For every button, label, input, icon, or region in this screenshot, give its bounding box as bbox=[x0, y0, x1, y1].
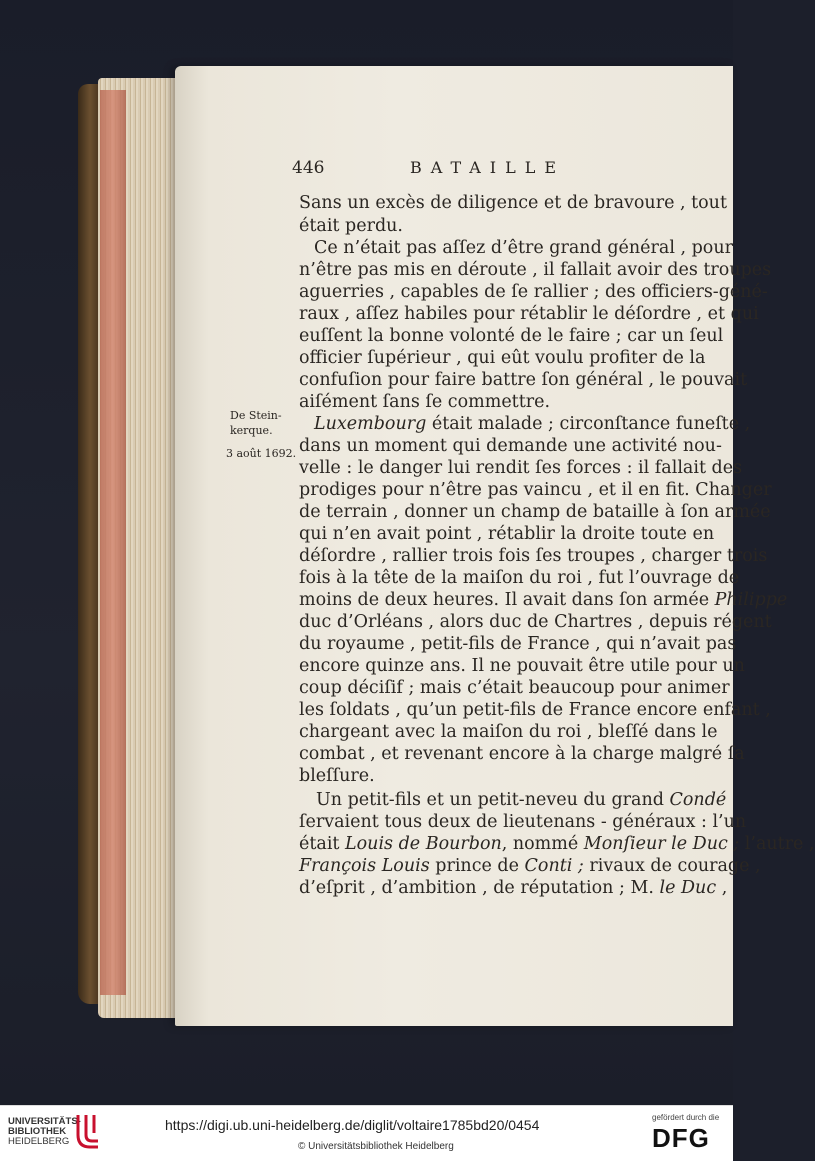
text-line: velle : le danger lui rendit ſes forces : il fallait des bbox=[299, 458, 743, 478]
text-line: d’eſprit , d’ambition , de réputation ; M. le Duc bbox=[299, 878, 717, 898]
dfg-logo[interactable]: DFG bbox=[652, 1123, 710, 1153]
text-line: les ſoldats , qu’un petit-fils de France encore enfant , bbox=[299, 700, 771, 720]
text-line: était Louis de Bourbon, nommé Monſieur le Duc ; l’autre , bbox=[299, 834, 815, 854]
text-line: était perdu. bbox=[299, 216, 403, 236]
text-line: du royaume , petit-fils de France , qui n’avait pas bbox=[299, 634, 737, 654]
person-name: Louis de Bourbon bbox=[345, 834, 502, 854]
text-line: qui n’en avait point , rétablir la droite toute en bbox=[299, 524, 715, 544]
text-line: ſervaient tous deux de lieutenans - généraux : l’un bbox=[299, 812, 747, 832]
text-line: duc d’Orléans , alors duc de Chartres , depuis régent bbox=[299, 612, 772, 632]
text-line: confuſion pour faire battre ſon général , le pouvait bbox=[299, 370, 748, 390]
person-name: François Louis bbox=[299, 856, 430, 876]
dfg-caption: gefördert durch die bbox=[652, 1113, 720, 1122]
text-line: de terrain , donner un champ de bataille à ſon armée bbox=[299, 502, 771, 522]
person-name: Monſieur le Duc ; bbox=[583, 834, 740, 854]
text-line: Sans un excès de diligence et de bravoure , tout bbox=[299, 193, 727, 213]
red-page-edge bbox=[100, 90, 126, 995]
text-line: aiſément ſans ſe commettre. bbox=[299, 392, 551, 412]
text-line: coup déciſif ; mais c’était beaucoup pour animer bbox=[299, 678, 730, 698]
text-line: François Louis prince de Conti ; rivaux de courage , bbox=[299, 856, 761, 876]
text-line: dans un moment qui demande une activité nou- bbox=[299, 436, 722, 456]
text-line: moins de deux heures. Il avait dans ſon armée Philippe bbox=[299, 590, 788, 610]
text-line: encore quinze ans. Il ne pouvait être utile pour un bbox=[299, 656, 745, 676]
text-line: aguerries , capables de ſe rallier ; des officiers-géné- bbox=[299, 282, 768, 302]
viewer-footer bbox=[0, 1105, 733, 1161]
text-line: officier ſupérieur , qui eût voulu profiter de la bbox=[299, 348, 706, 368]
person-name: Conti ; bbox=[524, 856, 584, 876]
margin-note: kerque. bbox=[230, 424, 273, 437]
text-line: n’être pas mis en déroute , il fallait avoir des troupes bbox=[299, 260, 772, 280]
text-line: Ce n’était pas aſſez d’être grand général , pour bbox=[314, 238, 733, 258]
text-line: prodiges pour n’être pas vaincu , et il en fit. Changer bbox=[299, 480, 772, 500]
text-line: Un petit-fils et un petit-neveu du grand Condé bbox=[316, 790, 727, 810]
text-line: bleſſure. bbox=[299, 766, 375, 786]
person-name: le Duc bbox=[659, 878, 717, 898]
page-number: 446 bbox=[292, 158, 325, 178]
person-name: Luxembourg bbox=[314, 414, 427, 434]
library-logo-text[interactable]: UNIVERSITÄTS- BIBLIOTHEK HEIDELBERG bbox=[8, 1116, 81, 1147]
library-logo-icon bbox=[74, 1113, 102, 1151]
person-name: Philippe bbox=[714, 590, 788, 610]
text-line: euſſent la bonne volonté de le faire ; car un ſeul bbox=[299, 326, 724, 346]
text-line: Luxembourg était malade ; circonſtance funeſte , bbox=[314, 414, 751, 434]
copyright-notice: © Universitätsbibliothek Heidelberg bbox=[298, 1141, 454, 1152]
person-name: Condé bbox=[669, 790, 727, 810]
margin-note: De Stein- bbox=[230, 409, 282, 422]
margin-note: 3 août 1692. bbox=[226, 447, 297, 460]
text-line: raux , aſſez habiles pour rétablir le déſordre , et qui bbox=[299, 304, 759, 324]
running-head: BATAILLE bbox=[410, 158, 566, 177]
text-line: combat , et revenant encore à la charge malgré ſa bbox=[299, 744, 745, 764]
text-line: fois à la tête de la maiſon du roi , fut l’ouvrage de bbox=[299, 568, 740, 588]
text-line: déſordre , rallier trois fois ſes troupes , charger trois bbox=[299, 546, 768, 566]
page-permalink[interactable]: https://digi.ub.uni-heidelberg.de/diglit/voltaire1785bd20/0454 bbox=[165, 1117, 540, 1133]
text-line: chargeant avec la maiſon du roi , bleſſé dans le bbox=[299, 722, 718, 742]
